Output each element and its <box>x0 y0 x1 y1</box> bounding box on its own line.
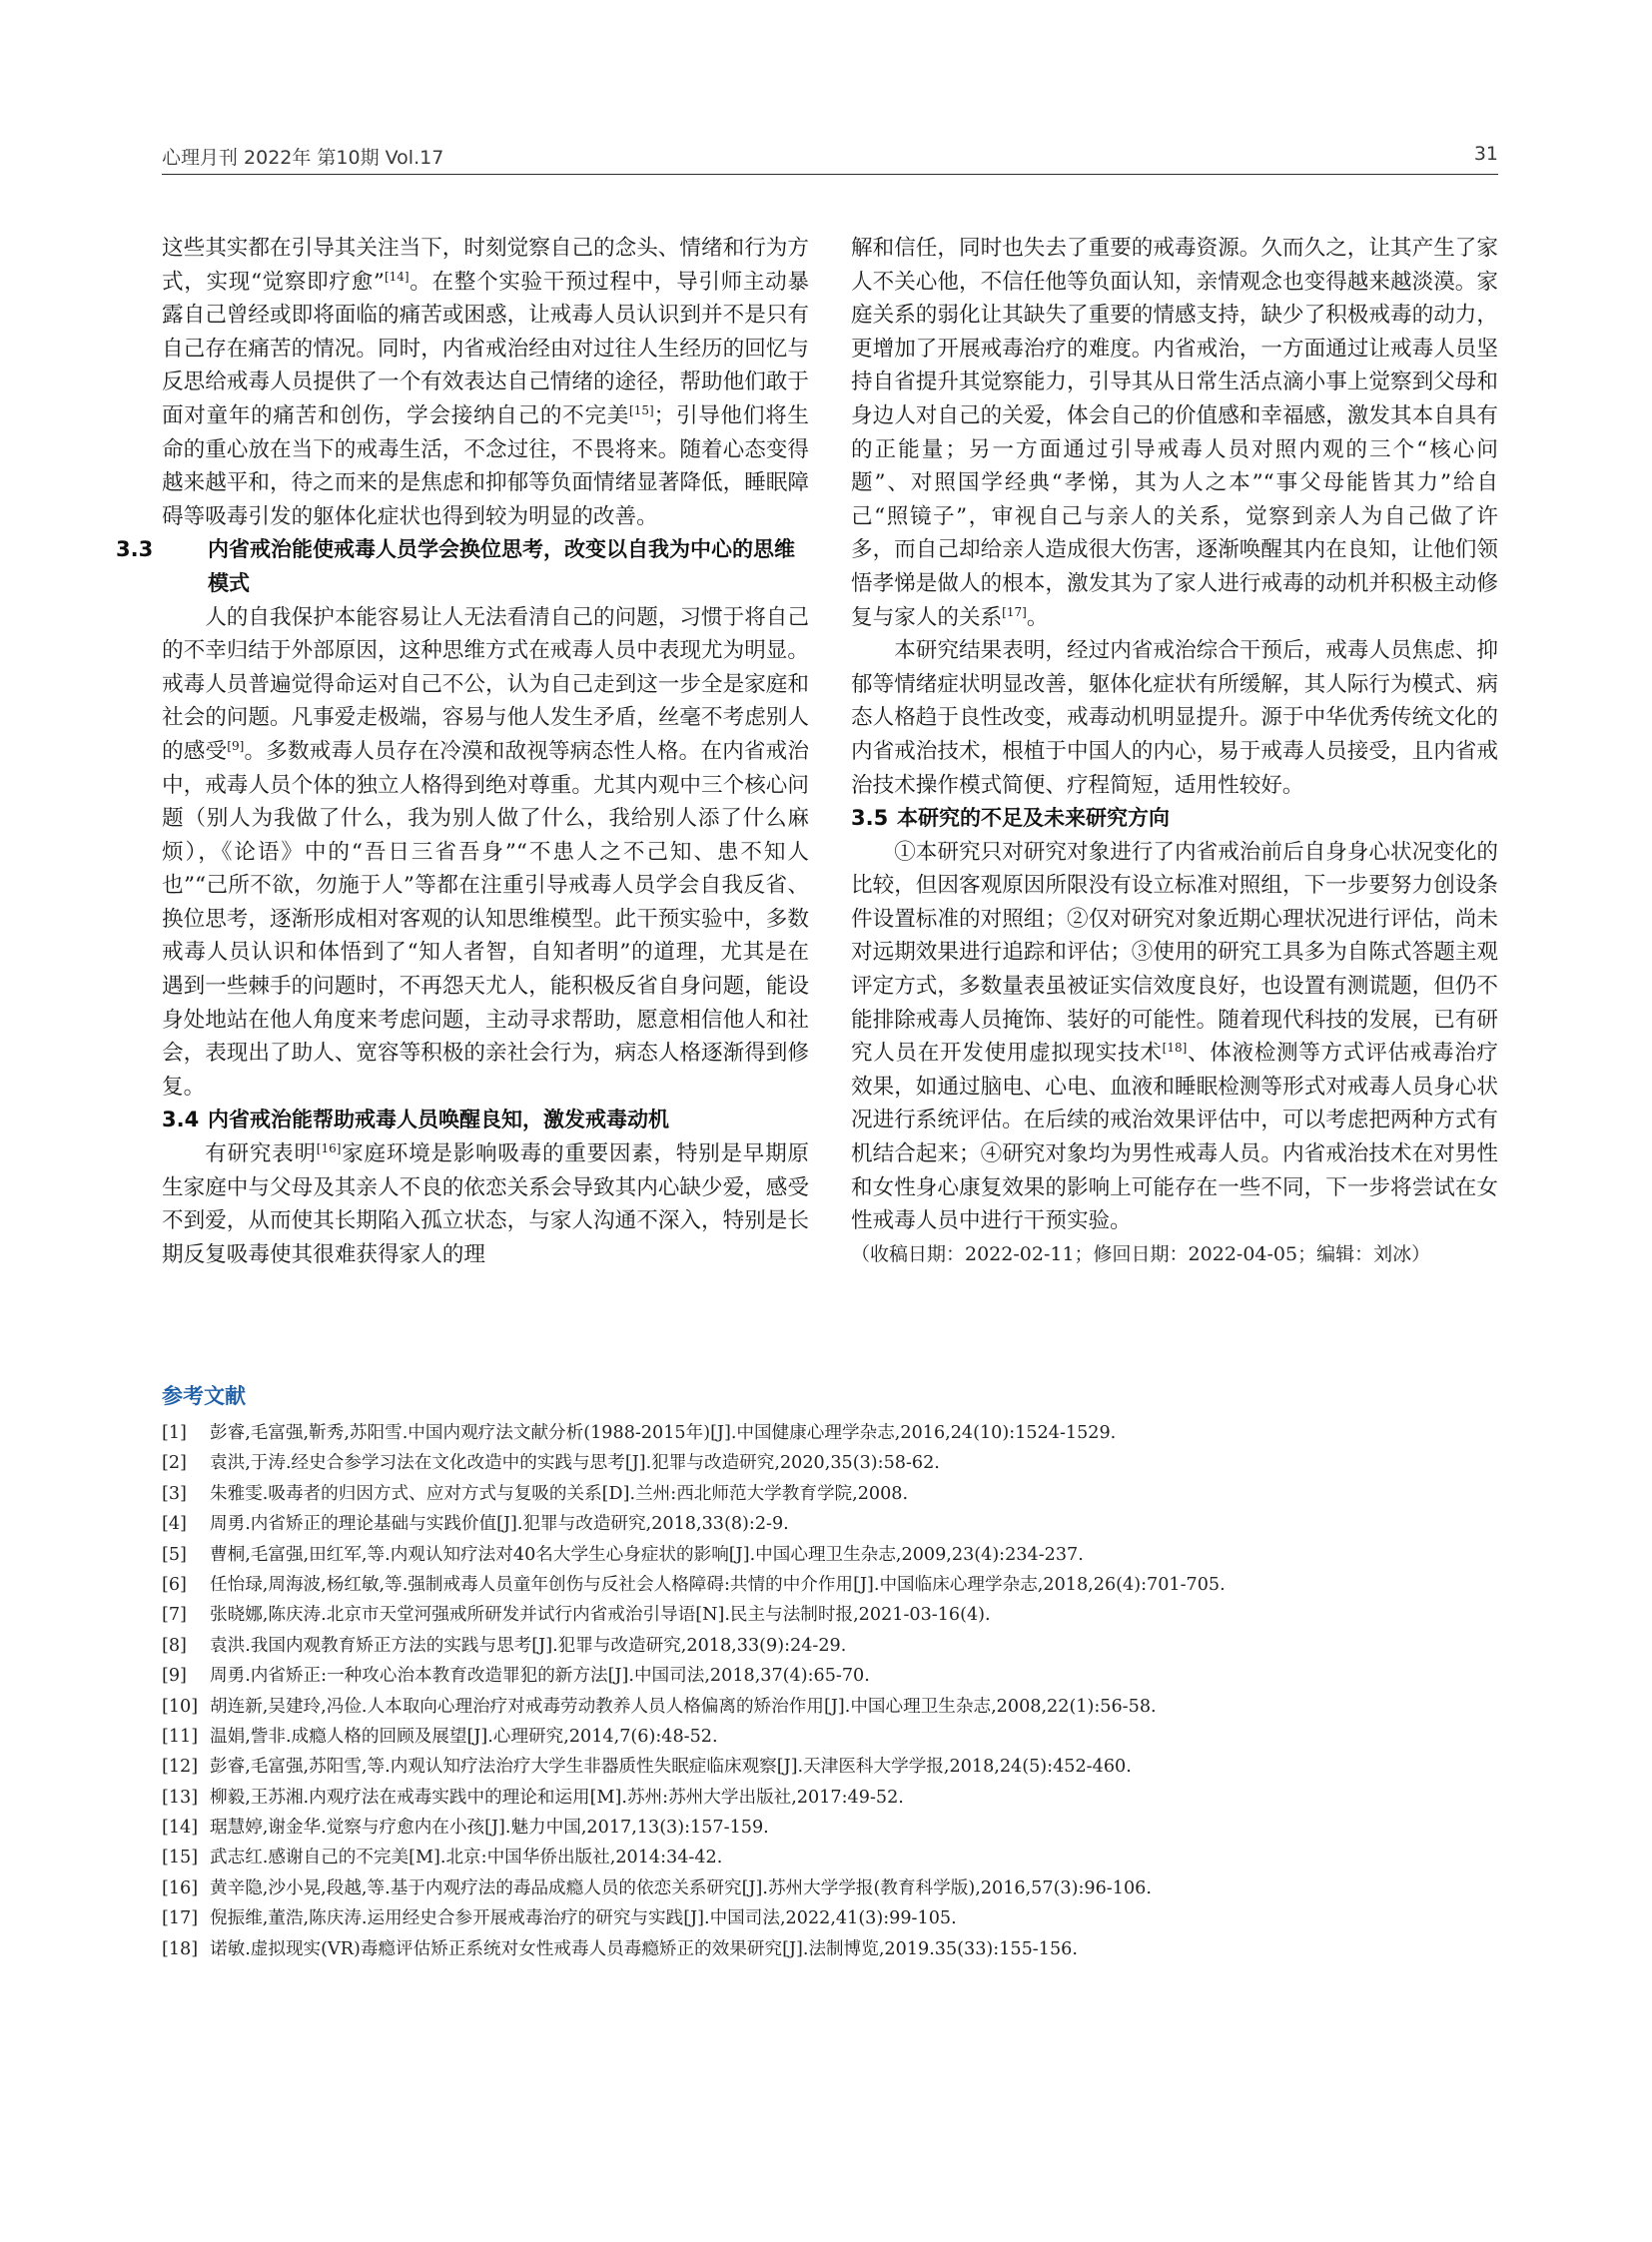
reference-number: [14] <box>162 1818 199 1839</box>
reference-item <box>162 1509 1500 1539</box>
reference-item <box>162 1873 1500 1903</box>
reference-text: 胡连新,吴建玲,冯俭.人本取向心理治疗对戒毒劳动教养人员人格偏离的矫治作用[J].中国心理卫生杂志,2008,22(1):56-58. <box>210 1696 1157 1717</box>
reference-number: [4] <box>162 1514 187 1535</box>
reference-item <box>162 1752 1500 1782</box>
paragraph: ①本研究只对研究对象进行了内省戒治前后自身身心状况变化的比较，但因客观原因所限没有设立标准对照组，下一步要努力创设条件设置标准的对照组；②仅对研究对象近期心理状况进行评估，尚未对远期效果进行追踪和评估；③使用的研究工具多为自陈式答题主观评定方式，多数量表虽被证实信效度良好，也设置有测谎题，但仍不能排除戒毒人员掩饰、装好的可能性。随着现代科技的发展，已有研究人员在开发使用虚拟现实技术[18]、体液检测等方式评估戒毒治疗效果，如通过脑电、心电、血液和睡眠检测等形式对戒毒人员身心状况进行系统评估。在后续的戒治效果评估中，可以考虑把两种方式有机结合起来；④研究对象均为男性戒毒人员。内省戒治技术在对男性和女性身心康复效果的影响上可能存在一些不同，下一步将尝试在女性戒毒人员中进行干预实验。 <box>851 839 1498 1234</box>
paragraph: 有研究表明[16]家庭环境是影响吸毒的重要因素，特别是早期原生家庭中与父母及其亲人不良的依恋关系会导致其内心缺少爱，感受不到爱，从而使其长期陷入孤立状态，与家人沟通不深入，特别是长期反复吸毒使其很难获得家人的理 <box>162 1140 809 1267</box>
reference-text: 张晓娜,陈庆涛.北京市天堂河强戒所研发并试行内省戒治引导语[N].民主与法制时报,2021-03-16(4). <box>210 1605 991 1626</box>
reference-text: 彭睿,毛富强,靳秀,苏阳雪.中国内观疗法文献分析(1988-2015年)[J].中国健康心理学杂志,2016,24(10):1524-1529. <box>210 1423 1117 1443</box>
reference-number: [10] <box>162 1696 199 1717</box>
reference-number: [1] <box>162 1423 187 1443</box>
paragraph: 这些其实都在引导其关注当下，时刻觉察自己的念头、情绪和行为方式，实现“觉察即疗愈”[14]。在整个实验干预过程中，导引师主动暴露自己曾经或即将面临的痛苦或困惑，让戒毒人员认识到并不是只有自己存在痛苦的情况。同时，内省戒治经由对过往人生经历的回忆与反思给戒毒人员提供了一个有效表达自己情绪的途径，帮助他们敢于面对童年的痛苦和创伤，学会接纳自己的不完美[15]；引导他们将生命的重心放在当下的戒毒生活，不念过往，不畏将来。随着心态变得越来越平和，待之而来的是焦虑和抑郁等负面情绪显著降低，睡眠障碍等吸毒引发的躯体化症状也得到较为明显的改善。 <box>162 236 809 529</box>
reference-number: [15] <box>162 1848 199 1868</box>
reference-item <box>162 1570 1500 1600</box>
reference-text: 袁洪,于涛.经史合参学习法在文化改造中的实践与思考[J].犯罪与改造研究,2020,35(3):58-62. <box>210 1453 940 1474</box>
reference-number: [11] <box>162 1726 199 1747</box>
reference-text: 周勇.内省矫正:一种攻心治本教育改造罪犯的新方法[J].中国司法,2018,37(4):65-70. <box>210 1666 870 1687</box>
reference-text: 袁洪.我国内观教育矫正方法的实践与思考[J].犯罪与改造研究,2018,33(9):24-29. <box>210 1635 847 1656</box>
reference-text: 朱雅雯.吸毒者的归因方式、应对方式与复吸的关系[D].兰州:西北师范大学教育学院,2008. <box>210 1483 909 1504</box>
reference-number: [9] <box>162 1666 187 1687</box>
reference-text: 琚慧婷,谢金华.觉察与疗愈内在小孩[J].魅力中国,2017,13(3):157-159. <box>210 1818 769 1839</box>
reference-item <box>162 1479 1500 1509</box>
reference-number: [17] <box>162 1908 199 1929</box>
reference-text: 周勇.内省矫正的理论基础与实践价值[J].犯罪与改造研究,2018,33(8):2-9. <box>210 1514 789 1535</box>
left-column <box>116 232 809 1271</box>
reference-number: [5] <box>162 1544 187 1565</box>
reference-number: [2] <box>162 1453 187 1474</box>
citation: [15] <box>629 402 654 417</box>
reference-number: [16] <box>162 1877 199 1898</box>
reference-item <box>162 1903 1500 1933</box>
reference-text: 柳毅,王苏湘.内观疗法在戒毒实践中的理论和运用[M].苏州:苏州大学出版社,2017:49-52. <box>210 1787 904 1808</box>
reference-item <box>162 1448 1500 1478</box>
page-number: 31 <box>1473 143 1498 165</box>
reference-item <box>162 1631 1500 1661</box>
paragraph: 人的自我保护本能容易让人无法看清自己的问题，习惯于将自己的不幸归结于外部原因，这种思维方式在戒毒人员中表现尤为明显。戒毒人员普遍觉得命运对自己不公，认为自己走到这一步全是家庭和社会的问题。凡事爱走极端，容易与他人发生矛盾，丝毫不考虑别人的感受[9]。多数戒毒人员存在冷漠和敌视等病态性人格。在内省戒治中，戒毒人员个体的独立人格得到绝对尊重。尤其内观中三个核心问题（别人为我做了什么，我为别人做了什么，我给别人添了什么麻烦），《论语》中的“吾日三省吾身”“不患人之不己知、患不知人也”“己所不欲，勿施于人”等都在注重引导戒毒人员学会自我反省、换位思考，逐渐形成相对客观的认知思维模型。此干预实验中，多数戒毒人员认识和体悟到了“知人者智，自知者明”的道理，尤其是在遇到一些棘手的问题时，不再怨天尤人，能积极反省自身问题，能设身处地站在他人角度来考虑问题，主动寻求帮助，愿意相信他人和社会，表现出了助人、宽容等积极的亲社会行为，病态人格逐渐得到修复。 <box>162 604 809 1100</box>
section-heading-3-4: 3.4 内省戒治能帮助戒毒人员唤醒良知，激发戒毒动机 <box>162 1108 669 1132</box>
reference-item <box>162 1934 1500 1964</box>
section-heading-3-3: 3.3 内省戒治能使戒毒人员学会换位思考，改变以自我为中心的思维模式 <box>116 537 795 595</box>
reference-text: 任怡琭,周海波,杨红敏,等.强制戒毒人员童年创伤与反社会人格障碍:共情的中介作用[J].中国临床心理学杂志,2018,26(4):701-705. <box>210 1574 1226 1595</box>
reference-text: 黄辛隐,沙小晃,段越,等.基于内观疗法的毒品成瘾人员的依恋关系研究[J].苏州大学学报(教育科学版),2016,57(3):96-106. <box>210 1877 1152 1898</box>
reference-item <box>162 1540 1500 1570</box>
reference-item <box>162 1813 1500 1843</box>
right-column <box>851 232 1498 1271</box>
reference-text: 温娟,訾非.成瘾人格的回顾及展望[J].心理研究,2014,7(6):48-52. <box>210 1726 718 1747</box>
reference-item <box>162 1843 1500 1872</box>
reference-number: [13] <box>162 1787 199 1808</box>
reference-item <box>162 1692 1500 1722</box>
paragraph: 解和信任，同时也失去了重要的戒毒资源。久而久之，让其产生了家人不关心他，不信任他等负面认知，亲情观念也变得越来越淡漠。家庭关系的弱化让其缺失了重要的情感支持，缺少了积极戒毒的动力，更增加了开展戒毒治疗的难度。内省戒治，一方面通过让戒毒人员坚持自省提升其觉察能力，引导其从日常生活点滴小事上觉察到父母和身边人对自己的关爱，体会自己的价值感和幸福感，激发其本自具有的正能量；另一方面通过引导戒毒人员对照内观的三个“核心问题”、对照国学经典“孝悌，其为人之本”“事父母能皆其力”给自己“照镜子”，审视自己与亲人的关系，觉察到亲人为自己做了许多，而自己却给亲人造成很大伤害，逐渐唤醒其内在良知，让他们领悟孝悌是做人的根本，激发其为了家人进行戒毒的动机并积极主动修复与家人的关系[17]。 <box>851 236 1498 630</box>
citation: [9] <box>227 738 245 753</box>
reference-text: 倪振维,董浩,陈庆涛.运用经史合参开展戒毒治疗的研究与实践[J].中国司法,2022,41(3):99-105. <box>210 1908 957 1929</box>
paragraph: 本研究结果表明，经过内省戒治综合干预后，戒毒人员焦虑、抑郁等情绪症状明显改善，躯体化症状有所缓解，其人际行为模式、病态人格趋于良性改变，戒毒动机明显提升。源于中华优秀传统文化的内省戒治技术，根植于中国人的内心，易于戒毒人员接受，且内省戒治技术操作模式简便、疗程简短，适用性较好。 <box>851 638 1498 798</box>
reference-number: [3] <box>162 1483 187 1504</box>
references-title: 参考文献 <box>162 1384 246 1408</box>
reference-item <box>162 1783 1500 1813</box>
citation: [14] <box>384 269 410 284</box>
reference-text: 彭睿,毛富强,苏阳雪,等.内观认知疗法治疗大学生非器质性失眠症临床观察[J].天津医科大学学报,2018,24(5):452-460. <box>210 1757 1132 1778</box>
reference-text: 曹桐,毛富强,田红军,等.内观认知疗法对40名大学生心身症状的影响[J].中国心理卫生杂志,2009,23(4):234-237. <box>210 1544 1084 1565</box>
reference-number: [12] <box>162 1757 199 1778</box>
reference-text: 武志红.感谢自己的不完美[M].北京:中国华侨出版社,2014:34-42. <box>210 1848 723 1868</box>
reference-item <box>162 1722 1500 1752</box>
section-heading-3-5: 3.5 本研究的不足及未来研究方向 <box>851 806 1170 831</box>
reference-number: [8] <box>162 1635 187 1656</box>
citation: [18] <box>1162 1041 1188 1056</box>
journal-issue: 心理月刊 2022年 第10期 Vol.17 <box>162 147 444 169</box>
reference-number: [7] <box>162 1605 187 1626</box>
reference-item <box>162 1600 1500 1630</box>
reference-item <box>162 1661 1500 1691</box>
reference-number: [18] <box>162 1938 199 1959</box>
reference-text: 诺敏.虚拟现实(VR)毒瘾评估矫正系统对女性戒毒人员毒瘾矫正的效果研究[J].法制博览,2019.35(33):155-156. <box>210 1938 1078 1959</box>
citation: [16] <box>316 1140 342 1155</box>
citation: [17] <box>1002 604 1027 619</box>
reference-item <box>162 1418 1500 1448</box>
running-header <box>162 140 1498 175</box>
received-dates: （收稿日期：2022-02-11；修回日期：2022-04-05；编辑：刘冰） <box>851 1242 1431 1265</box>
reference-number: [6] <box>162 1574 187 1595</box>
reference-list <box>162 1418 1500 1964</box>
